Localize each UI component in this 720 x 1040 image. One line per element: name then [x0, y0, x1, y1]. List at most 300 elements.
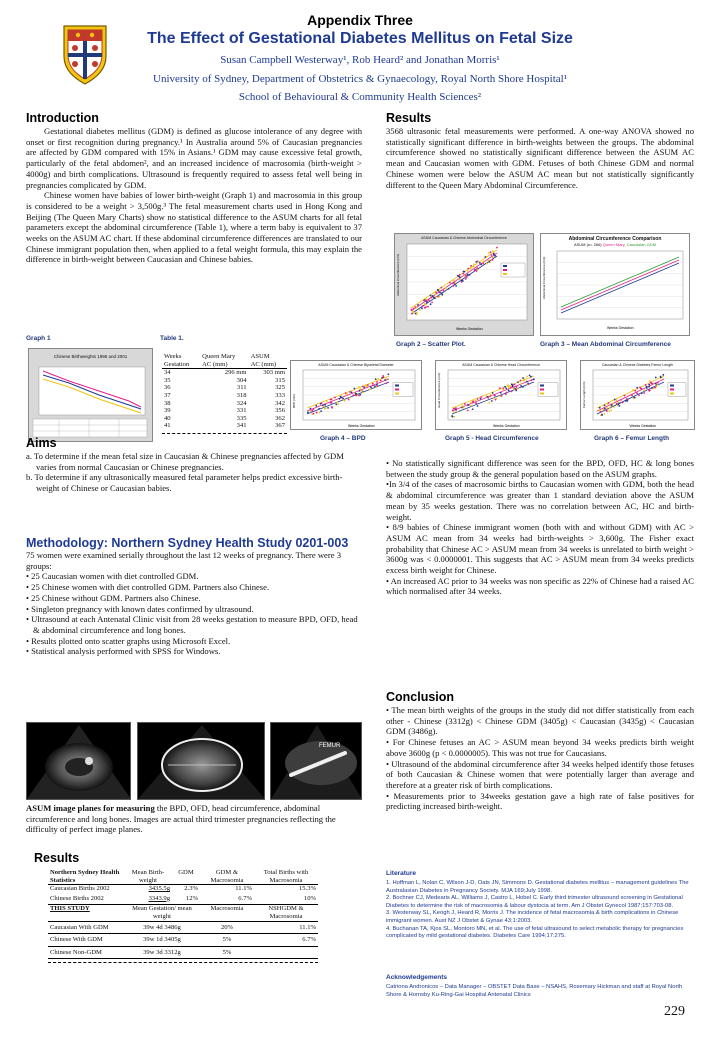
scatter-point	[452, 416, 454, 418]
table1-cell: 34	[164, 369, 171, 377]
scatter-point	[431, 301, 433, 303]
scatter-point	[657, 382, 659, 384]
graph1-plot	[29, 361, 152, 441]
x-axis-label: Weeks Gestation	[607, 326, 634, 330]
scatter-point	[631, 394, 633, 396]
graph4-plot	[291, 367, 421, 429]
page-number: 229	[664, 1004, 685, 1019]
graph4-title: ASUM Caucasian & Chinese Biparietal Diameter	[318, 363, 394, 367]
graph3-subtitle-b: Queen Mary	[602, 242, 625, 247]
scatter-point	[362, 391, 364, 393]
results-table2-cell: 39w 3d 3312g	[143, 948, 181, 956]
scatter-point	[470, 265, 472, 267]
table1-header-asum: ASUM	[250, 353, 270, 360]
table1-row	[162, 377, 287, 385]
scatter-point	[526, 375, 528, 377]
scatter-point	[349, 397, 351, 399]
scatter-point	[367, 384, 369, 386]
scatter-point	[499, 395, 501, 397]
conclusion-item: • The mean birth weights of the groups in the study did not differ statistically from each other - Chinese (3312g) < Chinese GDM (3405g) < Caucasian (3435g) < Caucasian GDM (3486g).	[386, 705, 694, 737]
scatter-point	[609, 407, 611, 409]
scatter-point	[453, 416, 455, 418]
scatter-point	[437, 290, 439, 292]
results-right-heading: Results	[386, 111, 432, 125]
scatter-point	[490, 394, 492, 396]
aim-a: a. To determine if the mean fetal size in Caucasian & Chinese pregnancies affected by GDM varies from normal Caucasian or Chinese pregnancies.	[26, 451, 344, 472]
legend-swatch	[540, 389, 544, 391]
y-axis-label: Head Circumference (mm)	[437, 372, 441, 408]
scatter-point	[479, 262, 481, 264]
rt2-header-3: NSHGDM & Macrosomia	[268, 905, 304, 920]
scatter-point	[507, 384, 509, 386]
scatter-point	[358, 390, 360, 392]
scatter-point	[616, 399, 618, 401]
graph2-caption: Graph 2 – Scatter Plot.	[396, 341, 466, 348]
scatter-point	[335, 404, 337, 406]
scatter-point	[470, 268, 472, 270]
scatter-point	[660, 377, 662, 379]
y-axis-label: Abdominal Circumference (mm)	[542, 256, 546, 299]
scatter-point	[464, 403, 466, 405]
scatter-point	[374, 385, 376, 387]
scatter-point	[662, 374, 664, 376]
scatter-point	[603, 409, 605, 411]
table1-cell: 315	[275, 376, 285, 384]
scatter-point	[508, 387, 510, 389]
y-axis-label: Abdominal Circumference (mm)	[396, 253, 400, 296]
scatter-point	[424, 307, 426, 309]
rt2-header-1: Mean Gestation/ mean weight	[132, 905, 192, 920]
results-table2-cell: Caucasian With GDM	[50, 923, 109, 931]
table1-cell: 37	[164, 391, 171, 399]
table1-cell: 304	[236, 376, 247, 384]
scatter-point	[337, 403, 339, 405]
scatter-point	[313, 413, 315, 415]
rt-header-4: Total Births with Macrosomia	[263, 869, 309, 884]
results-table	[48, 869, 318, 963]
scatter-point	[510, 387, 512, 389]
scatter-point	[470, 405, 472, 407]
table1-cell: 362	[275, 414, 285, 422]
scatter-point	[361, 390, 363, 392]
results-table2-cell: 6.7%	[302, 936, 316, 944]
scatter-point	[430, 297, 432, 299]
graph6-title: Caucasian & Chinese Diabetes Femur Length	[601, 363, 674, 367]
methodology-item: • Results plotted onto scatter graphs using Microsoft Excel.	[26, 635, 231, 646]
table1-row	[162, 384, 287, 392]
scatter-point	[372, 383, 374, 385]
x-axis-label: Weeks Gestation	[456, 327, 483, 331]
scatter-point	[475, 261, 477, 263]
rt-header-1: Mean Birth-weight	[131, 869, 165, 884]
scatter-point	[613, 406, 615, 408]
graph3-caption: Graph 3 – Mean Abdominal Circumference	[540, 341, 671, 348]
scatter-point	[527, 383, 529, 385]
scatter-point	[529, 374, 531, 376]
scatter-point	[504, 386, 506, 388]
scatter-point	[515, 389, 517, 391]
table1-cell: 331	[236, 407, 247, 415]
scatter-point	[334, 396, 336, 398]
scatter-point	[413, 312, 415, 314]
scatter-point	[482, 263, 484, 265]
scatter-point	[318, 408, 320, 410]
conclusion-item: • Measurements prior to 34weeks gestation gave a high rate of false positives for predicting increased birth-weight.	[386, 790, 694, 812]
table1-cell: 335	[236, 414, 247, 422]
scatter-point	[530, 376, 532, 378]
methodology-item: • Ultrasound at each Antenatal Clinic visit from 28 weeks gestation to measure BPD, OFD, head & abdominal circumference and long bones.	[26, 614, 358, 635]
scatter-point	[465, 278, 467, 280]
scatter-point	[452, 285, 454, 287]
scatter-point	[376, 384, 378, 386]
scatter-point	[358, 395, 360, 397]
scatter-point	[513, 388, 515, 390]
aim-b: b. To determine if any ultrasonically measured fetal parameter helps predict excessive birth-weight of Chinese or Caucasian babies.	[26, 472, 343, 494]
scatter-point	[475, 402, 477, 404]
scatter-point	[610, 409, 612, 411]
literature-list	[386, 880, 694, 941]
graph1-title: Chinese Birthweights 1995 and 2001	[53, 354, 128, 359]
scatter-point	[472, 266, 474, 268]
scatter-point	[467, 404, 469, 406]
scatter-point	[457, 275, 459, 277]
scatter-point	[472, 400, 474, 402]
results-table2-cell: 11.1%	[299, 923, 316, 931]
scatter-point	[494, 255, 496, 257]
table1-cell: 296 mm	[224, 369, 247, 377]
scatter-point	[486, 263, 488, 265]
acknowledgements-text: Catriona Andronicos – Data Manager – OBSTET Data Base – NSAHS, Rosemary Hickman and staff at Royal North Shore & Hornsby Ku-Ring-Gai Hospital Antenatal Clinics	[386, 984, 683, 998]
results-table-row	[48, 895, 318, 905]
scatter-point	[376, 381, 378, 383]
scatter-point	[516, 386, 518, 388]
results-table-cell: 12%	[185, 894, 198, 902]
scatter-point	[638, 394, 640, 396]
results-table2-cell	[254, 946, 318, 959]
scatter-point	[435, 293, 437, 295]
x-axis-label: Weeks Gestation	[348, 424, 375, 428]
scatter-point	[385, 382, 387, 384]
scatter-point	[472, 408, 474, 410]
scatter-point	[312, 408, 314, 410]
results-table-cell: Chinese Births 2002	[50, 894, 104, 902]
finding-item: •In 3/4 of the cases of macrosomic births to Caucasian women with GDM, both the head & abdominal circumference was greater than 1 standard deviation above the ASUM mean by 35 weeks gestation. There was no correlation between AC, HC and birth-weight.	[386, 479, 694, 522]
scatter-point	[476, 267, 478, 269]
scatter-point	[636, 387, 638, 389]
scatter-point	[492, 250, 494, 252]
scatter-point	[512, 385, 514, 387]
scatter-point	[506, 392, 508, 394]
scatter-point	[440, 287, 442, 289]
scatter-point	[608, 402, 610, 404]
graph4-caption: Graph 4 – BPD	[320, 435, 366, 442]
scatter-point	[611, 404, 613, 406]
scatter-point	[326, 400, 328, 402]
scatter-point	[648, 384, 650, 386]
introduction-heading: Introduction	[26, 111, 99, 125]
scatter-point	[433, 296, 435, 298]
scatter-point	[434, 292, 436, 294]
scatter-point	[445, 288, 447, 290]
scatter-point	[454, 282, 456, 284]
scatter-point	[463, 275, 465, 277]
affiliation-2: School of Behavioural & Community Health Sciences²	[238, 91, 482, 103]
scatter-point	[526, 381, 528, 383]
table1-subheader-3: AC (mm)	[250, 360, 277, 368]
graph5-plot	[436, 367, 566, 429]
ultrasound-image-femur	[270, 722, 362, 800]
scatter-point	[490, 251, 492, 253]
table1-subheader-1: Gestation	[164, 360, 190, 368]
affiliation-1: University of Sydney, Department of Obstetrics & Gynaecology, Royal North Shore Hospital¹	[153, 73, 567, 85]
legend-swatch	[670, 389, 674, 391]
scatter-point	[500, 392, 502, 394]
finding-item: • 8/9 babies of Chinese immigrant women (both with and without GDM) with AC > ASUM AC mean from 34 weeks had birth-weights > 3,600g. The Fisher exact probability that Chinese AC > ASUM mean from 34 weeks is unrelated to birth weight > 3600g was < 0.0000001. This suggests that AC > ASUM mean from 34 weeks predicts excess birth weight for Chinese.	[386, 522, 694, 576]
scatter-point	[457, 410, 459, 412]
scatter-point	[491, 400, 493, 402]
scatter-point	[488, 261, 490, 263]
scatter-point	[466, 276, 468, 278]
aims-heading: Aims	[26, 436, 57, 450]
scatter-point	[624, 395, 626, 397]
scatter-point	[469, 274, 471, 276]
results-table2-cell: 5%	[222, 948, 232, 956]
scatter-point	[459, 276, 461, 278]
scatter-point	[352, 394, 354, 396]
scatter-point	[655, 383, 657, 385]
scatter-point	[324, 404, 326, 406]
scatter-point	[493, 397, 495, 399]
intro-paragraph-2: Chinese women have babies of lower birth-weight (Graph 1) and macrosomia in this group is considered to be a weight > 3,500g.³ The fetal measurement charts used in Hong Kong and Beijing (The Queen Mary Charts) show no statistical difference to the ASUM charts for all fetal parameters except the abdominal circumference (Table 1), where a term baby is equivalent to 37 weeks on the ASUM AC chart. If these abdominal circumference differences are translated to our Chinese immigrant population then, when applied to a fetal weight formula, this may explain the difference in birth-weight between Caucasian and Chinese babies.	[26, 190, 362, 265]
table1-cell: 311	[236, 384, 247, 392]
scatter-point	[473, 263, 475, 265]
legend-swatch	[503, 269, 507, 271]
scatter-point	[315, 405, 317, 407]
scatter-point	[475, 400, 477, 402]
rt-header-0: Northern Sydney Health Statistics	[50, 869, 120, 884]
scatter-point	[346, 393, 348, 395]
legend-swatch	[395, 389, 399, 391]
scatter-point	[453, 280, 455, 282]
scatter-point	[505, 393, 507, 395]
scatter-point	[494, 394, 496, 396]
scatter-point	[310, 408, 312, 410]
scatter-point	[414, 306, 416, 308]
graph6-caption: Graph 6 – Femur Length	[594, 435, 670, 442]
scatter-point	[511, 383, 513, 385]
scatter-point	[430, 295, 432, 297]
scatter-point	[343, 399, 345, 401]
scatter-point	[598, 409, 600, 411]
scatter-point	[487, 397, 489, 399]
scatter-point	[459, 279, 461, 281]
scatter-point	[634, 390, 636, 392]
scatter-point	[614, 399, 616, 401]
findings-list	[386, 458, 694, 597]
scatter-point	[601, 414, 603, 416]
scatter-point	[439, 290, 441, 292]
results-right-text: 3568 ultrasonic fetal measurements were performed. A one-way ANOVA showed no statistically significant difference in birth-weights between the groups. The abdominal circumference showed no statistically significant difference between the ASUM AC mean and Caucasian women with GDM. Fetuses of both Chinese GDM and normal Chinese women were below the ASUM AC mean but not statistically significantly different to the Queen Mary Abdominal Circumference.	[386, 126, 694, 190]
scatter-point	[442, 290, 444, 292]
rt-header-3: GDM & Macrosomia	[210, 869, 244, 884]
scatter-point	[511, 390, 513, 392]
scatter-point	[501, 395, 503, 397]
graph1-caption: Graph 1	[26, 335, 51, 342]
scatter-point	[336, 401, 338, 403]
rt2-header-2: Macrosomia	[210, 905, 244, 913]
methodology-intro: 75 women were examined serially throughout the last 12 weeks of pregnancy. There were 3 groups:	[26, 550, 341, 571]
scatter-point	[375, 378, 377, 380]
results-table-cell: 11.1%	[235, 885, 252, 893]
legend-swatch	[503, 273, 507, 275]
table1-header-weeks: Weeks	[164, 353, 182, 360]
scatter-point	[321, 402, 323, 404]
scatter-point	[517, 388, 519, 390]
table1-cell: 35	[164, 376, 171, 384]
x-axis-label: Weeks Gestation	[629, 424, 657, 428]
scatter-point	[449, 282, 451, 284]
results-table2-cell: 39w 4d 3486g	[143, 923, 181, 931]
table1-row	[162, 392, 287, 400]
scatter-point	[452, 282, 454, 284]
scatter-point	[619, 402, 621, 404]
table1-cell: 341	[236, 422, 247, 430]
scatter-point	[626, 400, 628, 402]
paper-title: The Effect of Gestational Diabetes Mellitus on Fetal Size	[147, 30, 573, 47]
scatter-point	[355, 395, 357, 397]
aims-text	[26, 451, 362, 494]
table1-row	[162, 422, 287, 430]
scatter-point	[316, 412, 318, 414]
scatter-point	[520, 385, 522, 387]
legend-swatch	[503, 265, 507, 267]
scatter-point	[599, 407, 601, 409]
scatter-point	[477, 405, 479, 407]
methodology-item: • 25 Caucasian women with diet controlled GDM.	[26, 571, 199, 582]
scatter-point	[441, 292, 443, 294]
graph3-title: Abdominal Circumference Comparison	[568, 236, 662, 242]
y-axis-label: BPD (mm)	[292, 394, 296, 408]
scatter-point	[462, 273, 464, 275]
scatter-point	[331, 407, 333, 409]
scatter-point	[311, 410, 313, 412]
table1-cell: 333	[275, 391, 285, 399]
table1-cell: 39	[164, 407, 171, 415]
scatter-point	[421, 307, 423, 309]
results-table-cell: 3343.9g	[148, 894, 170, 902]
graph3-subtitle-c: , Caucasian GDM	[624, 242, 657, 247]
ultrasound-caption-rest: the BPD, OFD, head circumference, abdominal circumference and long bones. Images are actual third trimester pregnancies reflecting the difficulty of perfect image planes.	[26, 803, 336, 835]
scatter-point	[648, 390, 650, 392]
scatter-point	[645, 384, 647, 386]
scatter-point	[349, 391, 351, 393]
graph2-chart	[394, 233, 534, 336]
scatter-point	[522, 386, 524, 388]
scatter-point	[605, 409, 607, 411]
results-table-cell: Caucasian Births 2002	[50, 885, 110, 893]
scatter-point	[426, 301, 428, 303]
results-table-row	[48, 885, 318, 895]
graph1-chart	[28, 348, 153, 442]
results-left-heading: Results	[34, 851, 80, 865]
scatter-point	[643, 389, 645, 391]
scatter-point	[490, 254, 492, 256]
rt-header-2: GDM	[178, 869, 194, 876]
legend-swatch	[670, 393, 674, 395]
results-table2-row	[48, 946, 318, 959]
scatter-point	[461, 280, 463, 282]
scatter-point	[649, 380, 651, 382]
table1-row	[162, 400, 287, 408]
legend-swatch	[395, 385, 399, 387]
scatter-point	[369, 389, 371, 391]
scatter-point	[425, 298, 427, 300]
table1-cell: 325	[275, 384, 285, 392]
table1-header-qm: Queen Mary	[202, 353, 236, 360]
scatter-point	[520, 380, 522, 382]
scatter-point	[424, 303, 426, 305]
scatter-point	[419, 309, 421, 311]
conclusion-list	[386, 705, 694, 812]
methodology-item: • 25 Chinese without GDM. Partners also Chinese.	[26, 592, 201, 603]
scatter-point	[648, 386, 650, 388]
scatter-point	[435, 296, 437, 298]
graph2-plot	[395, 240, 533, 332]
table1-row	[162, 415, 287, 423]
scatter-point	[416, 311, 418, 313]
scatter-point	[486, 256, 488, 258]
scatter-point	[608, 410, 610, 412]
ultrasound-image-abdomen	[26, 722, 131, 800]
graph5-title: ASUM Caucasian & Chinese Head Circumference	[462, 363, 540, 367]
results-table2-row	[48, 921, 318, 934]
results-table-cell: 6.7%	[238, 894, 252, 902]
table1-row	[162, 369, 287, 377]
intro-paragraph-1: Gestational diabetes mellitus (GDM) is defined as glucose intolerance of any degree with onset or first recognition during pregnancy.¹ In Australia around 5% of Caucasian pregnancies are affected by GDM compared with 15% in Asians.¹ GDM may cause excessive fetal growth, particularly of the fetal abdomen², and an increased incidence of macrosomia (birth-weight > 4000g) and birth complications. Ultrasound is frequently required to assess fetal well being in pregnancies complicated by GDM.	[26, 126, 362, 190]
scatter-point	[453, 411, 455, 413]
scatter-point	[307, 412, 309, 414]
results-table-cell: 3435.5g	[148, 885, 170, 893]
scatter-point	[493, 253, 495, 255]
table1-cell: 356	[275, 407, 285, 415]
scatter-point	[480, 263, 482, 265]
conclusion-item: • Ultrasound of the abdominal circumference after 34 weeks helped identify those fetuses of both Caucasian & Chinese women that were potentially larger than average and therefore at a greater risk of birth complications.	[386, 758, 694, 790]
literature-heading: Literature	[386, 870, 416, 877]
results-table-cell: 2.3%	[184, 885, 198, 893]
scatter-point	[410, 309, 412, 311]
scatter-point	[384, 379, 386, 381]
results-table-rule	[48, 962, 318, 963]
results-table2-cell: 20%	[220, 923, 234, 931]
scatter-point	[366, 385, 368, 387]
scatter-point	[646, 387, 648, 389]
scatter-point	[428, 299, 430, 301]
scatter-point	[413, 308, 415, 310]
scatter-point	[523, 380, 525, 382]
scatter-point	[640, 388, 642, 390]
scatter-point	[351, 391, 353, 393]
scatter-point	[604, 413, 606, 415]
table1-cell: 36	[164, 384, 171, 392]
scatter-point	[348, 399, 350, 401]
scatter-point	[492, 392, 494, 394]
scatter-point	[430, 303, 432, 305]
results-table2-cell: Chinese Non-GDM	[50, 948, 102, 956]
graph4-chart	[290, 360, 422, 430]
introduction-text	[26, 126, 362, 265]
authors: Susan Campbell Westerway¹, Rob Heard² and Jonathan Morris¹	[220, 54, 500, 66]
finding-item: • An increased AC prior to 34 weeks was non specific as 22% of Chinese had a raised AC which normalised after 34 weeks.	[386, 575, 695, 597]
